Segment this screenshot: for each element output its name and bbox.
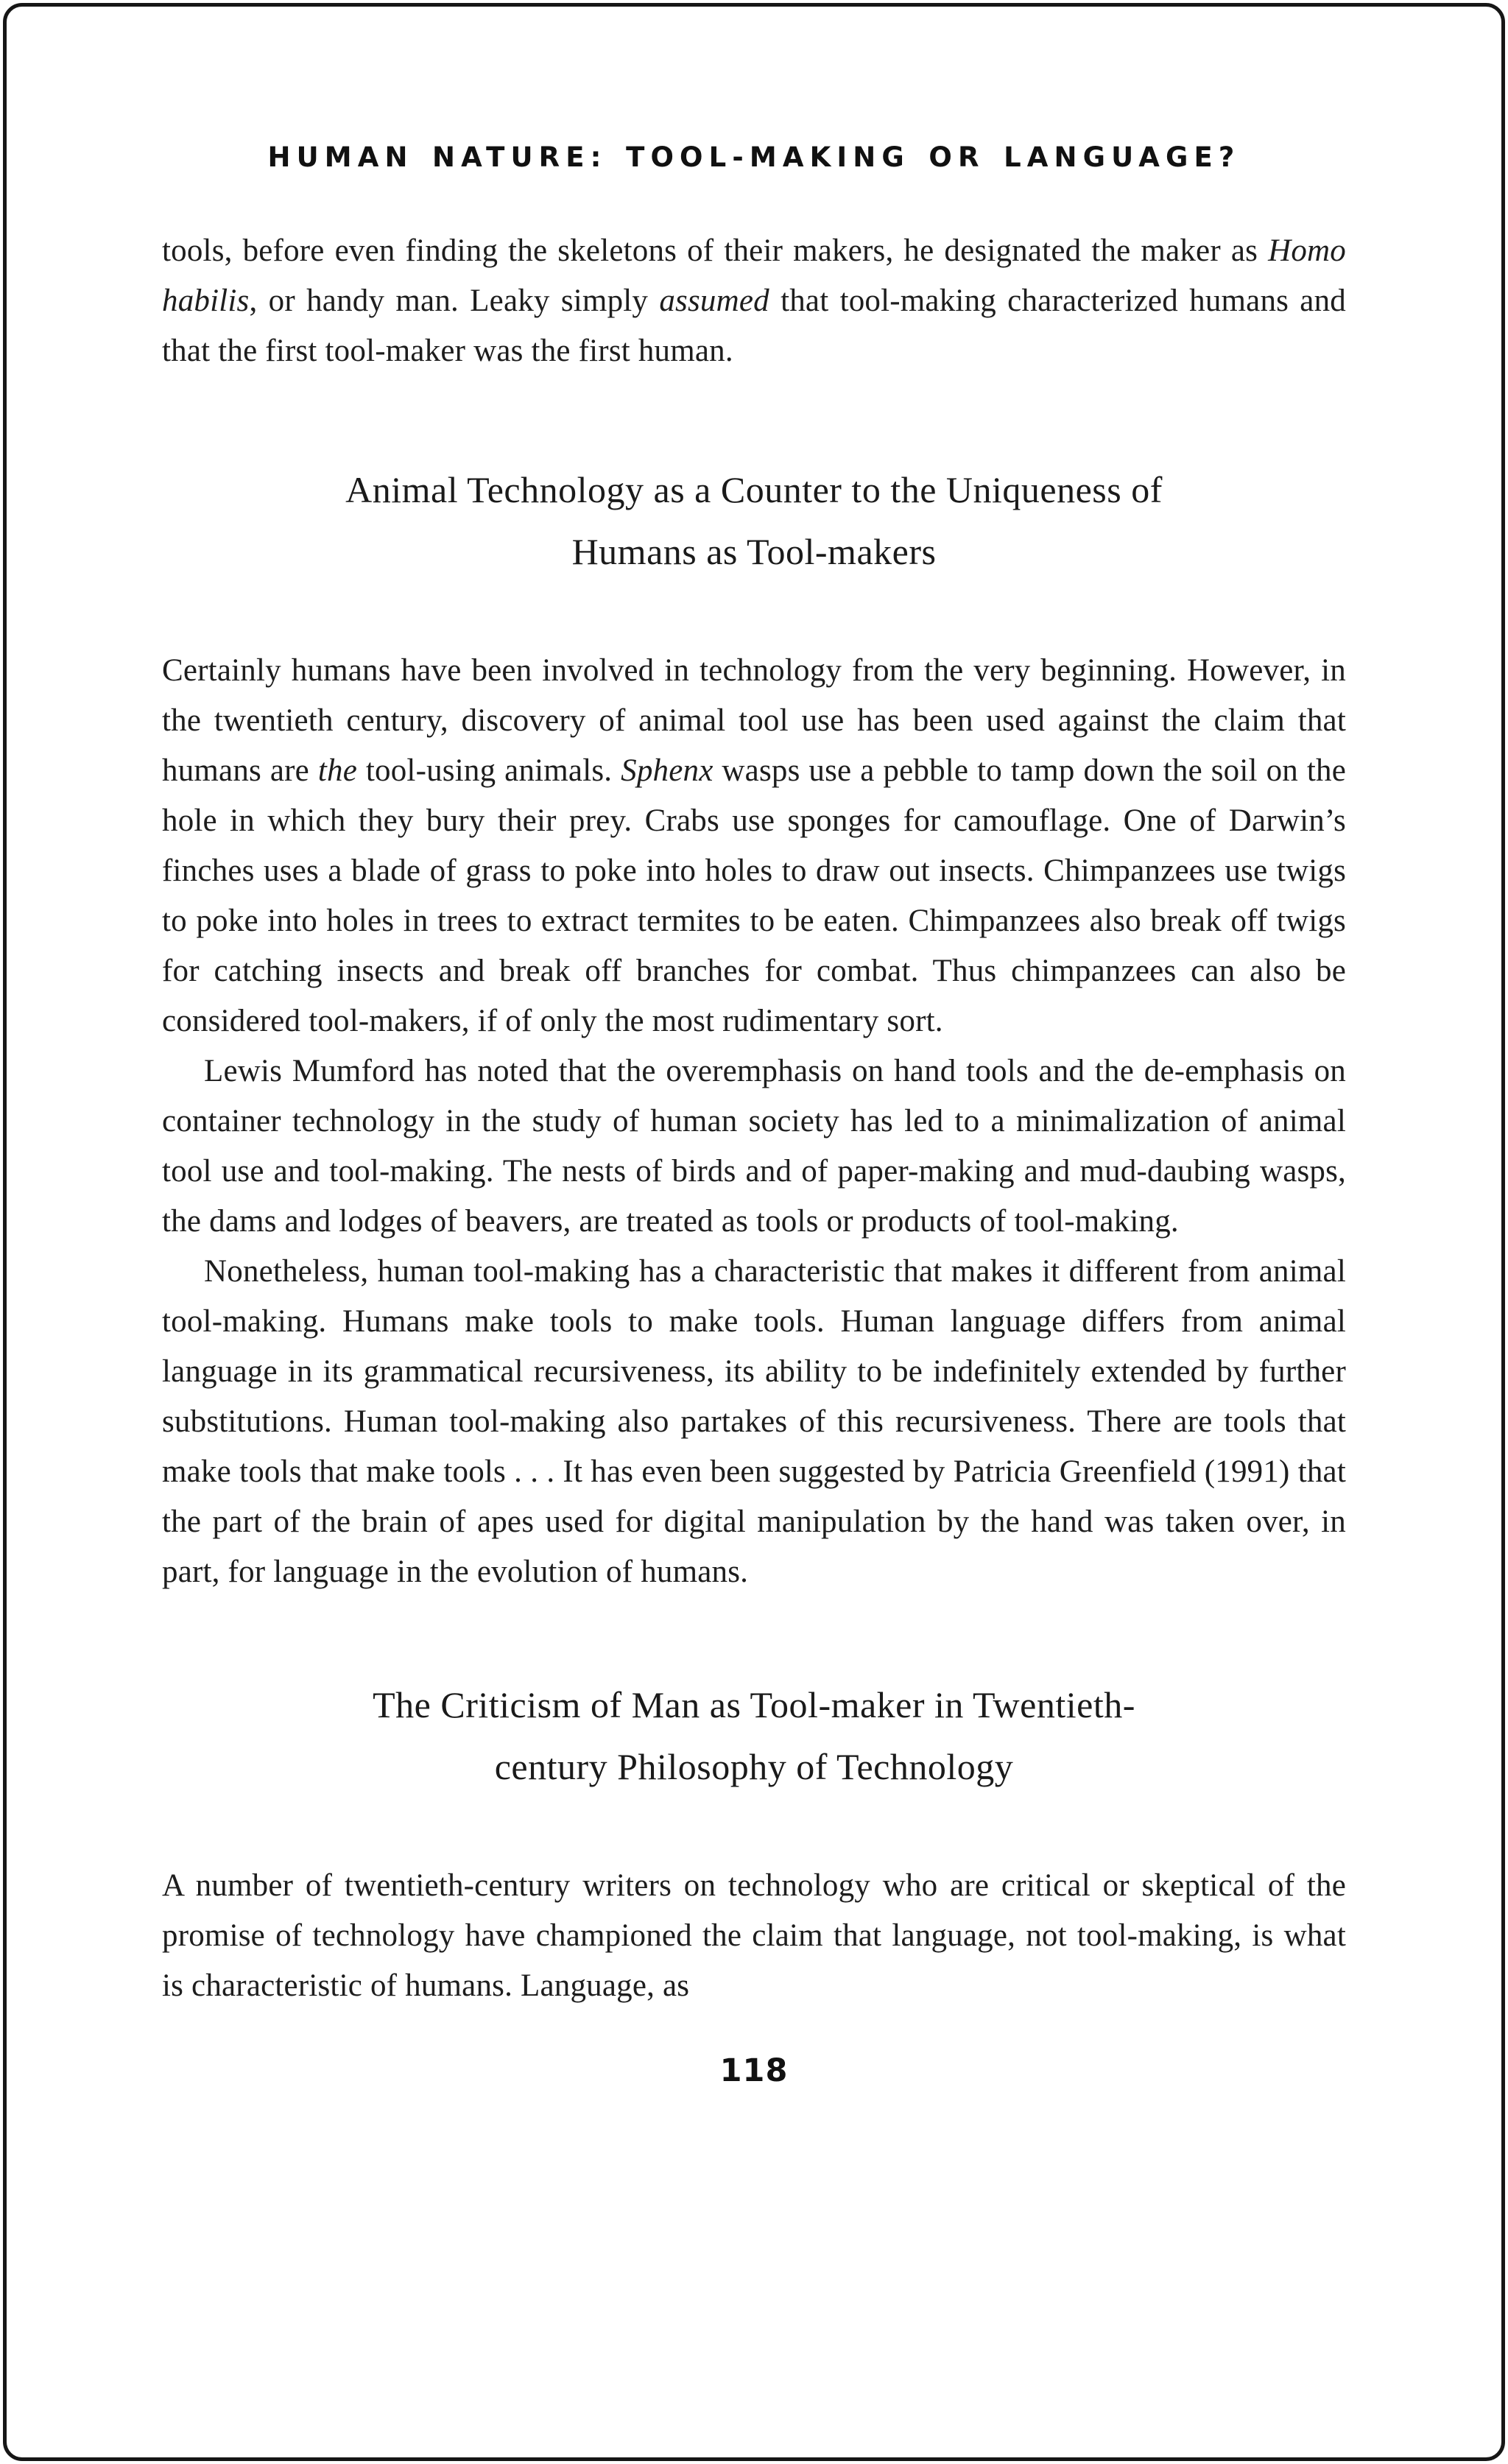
text-run: wasps use a pebble to tamp down the soil on the hole in which they bury their prey. Crabs use sponges for camouflage. One of Darwin’s finches uses a blade of grass to poke into holes to draw out insects. Chimpanzees use twigs to poke into holes in trees to extract termites to be eaten. Chimpanzees also break off twigs for catching insects and break off branches for combat. Thus chimpanzees can also be considered tool-makers, if of only the most rudimentary sort. bbox=[162, 753, 1346, 1038]
heading-line: Humans as Tool-makers bbox=[571, 531, 937, 572]
paragraph-twentieth-century-writers: A number of twentieth-century writers on technology who are critical or skeptical of the promise of technology have championed the claim that language, not tool-making, is what is characteristic of humans. Language, as bbox=[162, 1868, 1346, 2003]
heading-line: century Philosophy of Technology bbox=[494, 1746, 1014, 1787]
running-head: HUMAN NATURE: TOOL-MAKING OR LANGUAGE? bbox=[267, 141, 1241, 173]
heading-line: The Criticism of Man as Tool-maker in Twentieth- bbox=[373, 1684, 1135, 1725]
paragraph-animal-tool-use bbox=[162, 646, 1346, 1046]
text-run: , or handy man. Leaky simply bbox=[249, 284, 660, 318]
section-heading-criticism bbox=[162, 1674, 1346, 1798]
italic-text-homo-habilis: Homo habilis bbox=[162, 233, 1346, 318]
paragraph-lewis-mumford: Lewis Mumford has noted that the overemphasis on hand tools and the de-emphasis on container technology in the study of human society has led to a minimalization of animal tool use and tool-making. The nests of birds and of paper-making and mud-daubing wasps, the dams and lodges of beavers, are treated as tools or products of tool-making. bbox=[162, 1054, 1346, 1239]
italic-text-assumed: assumed bbox=[659, 284, 769, 318]
paragraph-human-toolmaking: Nonetheless, human tool-making has a characteristic that makes it different from animal tool-making. Humans make tools to make tools. Human language differs from animal language in its grammatical recursiveness, its ability to be indefinitely extended by further substitutions. Human tool-making also partakes of this recursiveness. There are tools that make tools that make tools . . . It has even been suggested by Patricia Greenfield (1991) that the part of the brain of apes used for digital manipulation by the hand was taken over, in part, for language in the evolution of humans. bbox=[162, 1254, 1346, 1589]
paragraph-continuation bbox=[162, 226, 1346, 376]
text-run: tools, before even finding the skeletons of their makers, he designated the maker as bbox=[162, 233, 1269, 268]
text-run: tool-using animals. bbox=[356, 753, 621, 788]
page-number: 118 bbox=[719, 2052, 789, 2089]
heading-line: Animal Technology as a Counter to the Uniqueness of bbox=[345, 469, 1163, 510]
italic-text-sphenx: Sphenx bbox=[621, 753, 714, 788]
text-run: Certainly humans have been involved in technology from the very beginning. However, in the twentieth century, discovery of animal tool use has been used against the claim that humans are bbox=[162, 653, 1346, 788]
text-block bbox=[162, 226, 1346, 2011]
text-run: that tool-making characterized humans and that the first tool-maker was the first human. bbox=[162, 284, 1346, 368]
italic-text-the: the bbox=[317, 753, 357, 788]
section-heading-animal-technology bbox=[162, 459, 1346, 582]
